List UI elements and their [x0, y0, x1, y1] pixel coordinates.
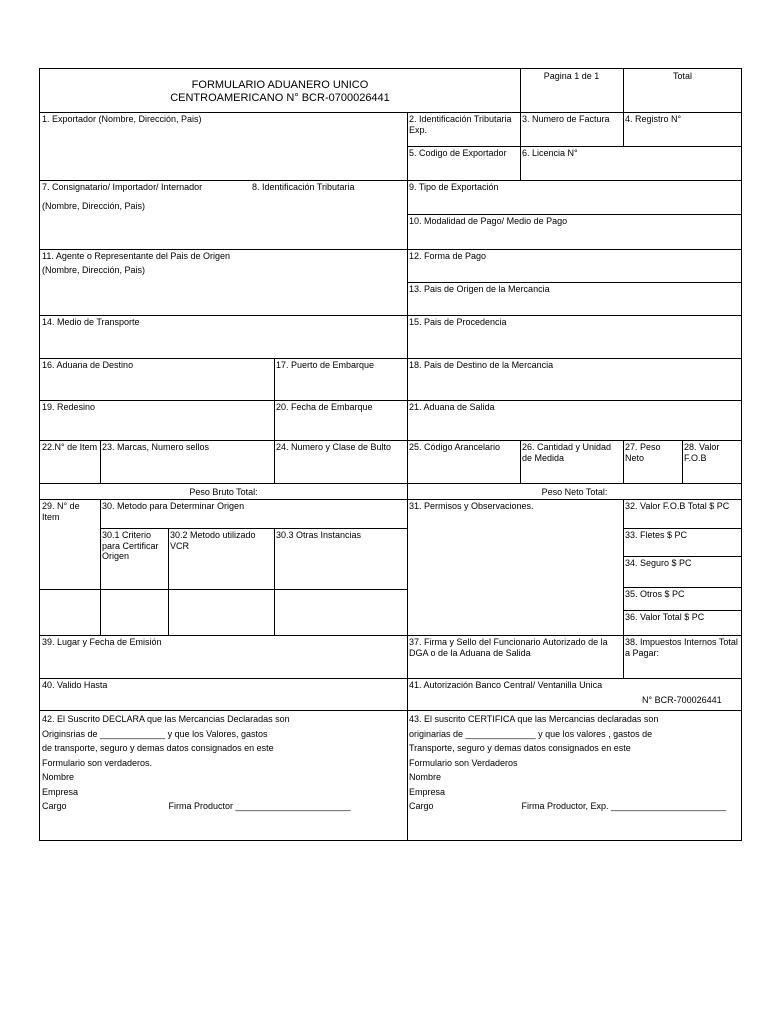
- field-redesino: 19. Redesino: [42, 402, 96, 412]
- declaration-42-firma: Firma Productor _______________________: [168, 801, 351, 811]
- customs-form: [39, 68, 742, 841]
- declaration-43-line: 43. El suscrito CERTIFICA que las Mercancias declaradas son: [409, 714, 659, 724]
- declaration-43-line: originarias de ______________ y que los valores , gastos de: [409, 728, 653, 739]
- field-exportador: 1. Exportador (Nombre, Dirección, Pais): [42, 114, 202, 124]
- field-otros: 35. Otros $ PC: [625, 589, 685, 599]
- field-agente: 11. Agente o Representante del Pais de Origen: [42, 251, 230, 261]
- field-medio-transporte: 14. Medio de Transporte: [42, 317, 140, 327]
- field-consignatario: 7. Consignatario/ Importador/ Internador: [42, 182, 203, 192]
- field-codigo-arancelario: 25. Código Arancelario: [409, 442, 501, 452]
- form-title: FORMULARIO ADUANERO UNICO CENTROAMERICANO N° BCR-0700026441: [170, 79, 390, 104]
- field-cantidad-unidad: 26. Cantidad y Unidad de Medida: [522, 442, 612, 463]
- declaration-42-line: Originsrias de _____________ y que los Valores, gastos: [42, 728, 268, 739]
- field-marcas-sellos: 23. Marcas, Numero sellos: [102, 442, 210, 452]
- field-licencia: 6. Licencia N°: [522, 148, 578, 158]
- field-peso-neto: 27. Peso Neto: [625, 442, 661, 463]
- field-autorizacion-banco: 41. Autorización Banco Central/ Ventanilla Unica: [409, 680, 603, 690]
- declaration-42-nombre: Nombre: [42, 772, 75, 782]
- field-fletes: 33. Fletes $ PC: [625, 530, 688, 540]
- field-aduana-salida: 21. Aduana de Salida: [409, 402, 495, 412]
- field-lugar-fecha-emision: 39. Lugar y Fecha de Emisión: [42, 637, 162, 647]
- field-aduana-destino: 16. Aduana de Destino: [42, 360, 134, 370]
- field-puerto-embarque: 17. Puerto de Embarque: [276, 360, 375, 370]
- declaration-43-nombre: Nombre: [409, 772, 442, 782]
- field-criterio-origen: 30.1 Criterio para Certificar Origen: [102, 530, 159, 561]
- peso-bruto-total: Peso Bruto Total:: [189, 487, 258, 497]
- field-tipo-exportacion: 9. Tipo de Exportación: [409, 182, 499, 192]
- field-valor-fob-total: 32. Valor F.O.B Total $ PC: [625, 501, 730, 511]
- declaration-42-empresa: Empresa: [42, 786, 79, 797]
- field-numero-factura: 3. Numero de Factura: [522, 114, 610, 124]
- field-permisos-observaciones: 31. Permisos y Observaciones.: [409, 501, 534, 511]
- declaration-43-cargo: Cargo: [409, 801, 434, 811]
- declaration-42-line: de transporte, seguro y demas datos consignados en este: [42, 743, 274, 753]
- peso-neto-total: Peso Neto Total:: [541, 487, 608, 497]
- field-otras-instancias: 30.3 Otras Instancias: [276, 530, 362, 540]
- field-modalidad-pago: 10. Modalidad de Pago/ Medio de Pago: [409, 216, 568, 226]
- field-codigo-exportador: 5. Codigo de Exportador: [409, 148, 507, 158]
- field-item-number: 22.N° de Item: [42, 442, 98, 452]
- field-valor-total: 36. Valor Total $ PC: [625, 612, 705, 622]
- field-valor-fob: 28. Valor F.O.B: [684, 442, 720, 463]
- declaration-43: [407, 710, 742, 816]
- field-registro: 4. Registro N°: [625, 114, 682, 124]
- field-metodo-vcr: 30.2 Metodo utilizado VCR: [170, 530, 256, 551]
- field-valido-hasta: 40. Valido Hasta: [42, 680, 108, 690]
- declaration-42-line: 42. El Suscrito DECLARA que las Mercancias Declaradas son: [42, 714, 290, 724]
- field-pais-procedencia: 15. Pais de Procedencia: [409, 317, 507, 327]
- field-consignatario-sub: (Nombre, Dirección, Pais): [42, 201, 146, 211]
- declaration-43-line: Transporte, seguro y demas datos consignados en este: [409, 743, 631, 753]
- declaration-42-cargo: Cargo: [42, 801, 67, 811]
- field-forma-pago: 12. Forma de Pago: [409, 251, 487, 261]
- declaration-42-line: Formulario son verdaderos.: [42, 757, 153, 768]
- total-label: Total: [672, 71, 692, 81]
- field-impuestos-internos: 38. Impuestos Internos Total a Pagar:: [625, 637, 738, 658]
- field-seguro: 34. Seguro $ PC: [625, 558, 692, 568]
- declaration-43-line: Formulario son Verdaderos: [409, 757, 518, 768]
- declaration-42: [40, 710, 407, 816]
- declaration-43-firma: Firma Productor, Exp. _______________________: [521, 801, 727, 811]
- field-pais-destino: 18. Pais de Destino de la Mercancia: [409, 360, 554, 370]
- declaration-43-empresa: Empresa: [409, 786, 446, 797]
- field-numero-bulto: 24. Numero y Clase de Bulto: [276, 442, 392, 452]
- field-metodo-origen: 30. Metodo para Determinar Origen: [102, 501, 245, 511]
- field-item-number-29: 29. N° de Item: [42, 501, 80, 522]
- field-identificacion-tributaria: 2. Identificación Tributaria Exp.: [409, 114, 512, 135]
- bcr-number: N° BCR-700026441: [642, 695, 722, 705]
- field-identificacion-tributaria-8: 8. Identificación Tributaria: [252, 182, 355, 192]
- field-agente-sub: (Nombre, Dirección, Pais): [42, 265, 146, 275]
- field-fecha-embarque: 20. Fecha de Embarque: [276, 402, 373, 412]
- field-firma-sello-funcionario: 37. Firma y Sello del Funcionario Autorizado de la DGA o de la Aduana de Salida: [409, 637, 608, 658]
- field-pais-origen: 13. Pais de Origen de la Mercancia: [409, 284, 550, 294]
- page-indicator: Pagina 1 de 1: [543, 71, 600, 81]
